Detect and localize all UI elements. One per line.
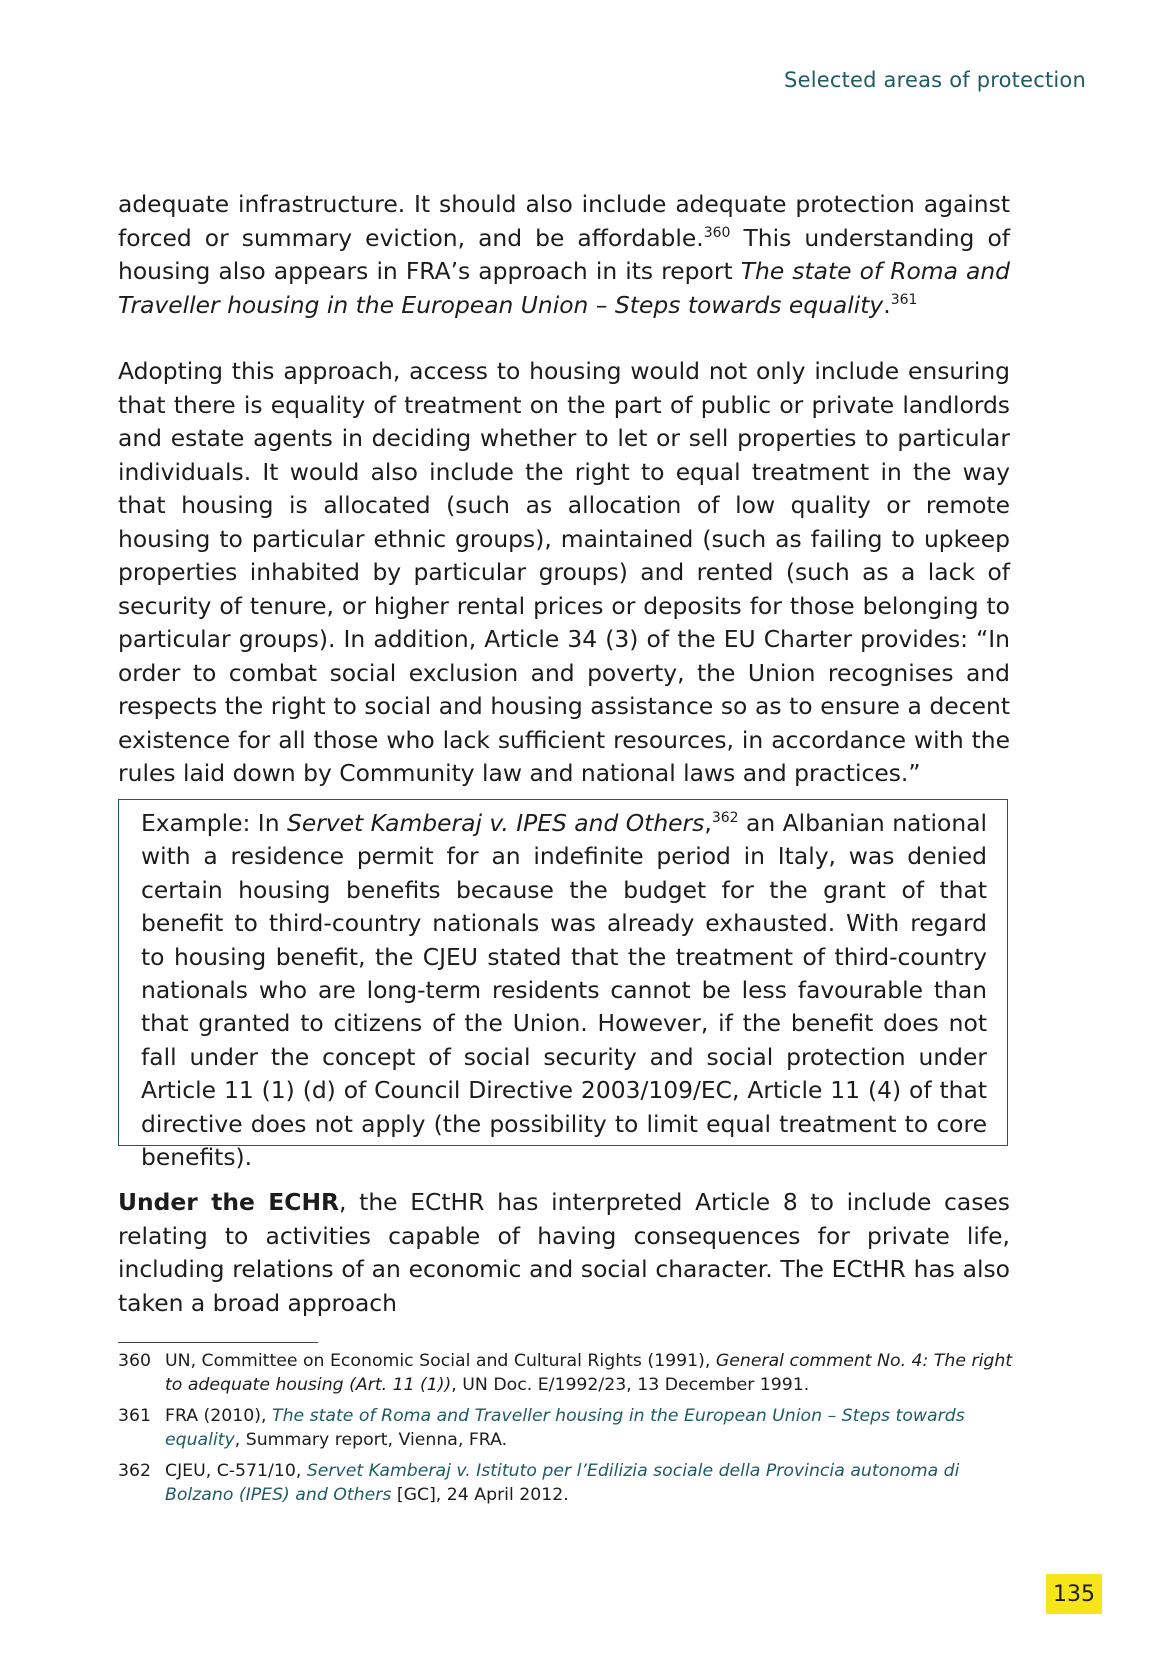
text-run: , UN Doc. E/1992/23, 13 December 1991. <box>451 1375 810 1395</box>
paragraph-echr <box>118 1186 1010 1320</box>
text-run: , the ECtHR has interpreted Article 8 to include cases relating to activities capable of having consequences for private life, including relations of an economic and social character. The ECtHR has also taken a broad approach <box>118 1188 1010 1317</box>
running-header: Selected areas of protection <box>784 68 1086 92</box>
text-run: This understanding of housing also appears in FRA’s approach in its report <box>118 223 1010 285</box>
text-run: . <box>883 290 891 319</box>
document-title: General comment No. 4: The right to adequate housing (Art. 11 (1)) <box>165 1351 1013 1395</box>
text-run: , Summary report, Vienna, FRA. <box>234 1430 508 1450</box>
text-run: , <box>704 809 712 837</box>
footnote-number: 362 <box>118 1461 151 1481</box>
example-text <box>141 807 987 1174</box>
footnote-text <box>165 1404 1015 1452</box>
text-run: FRA (2010), <box>165 1406 273 1426</box>
footnote-divider <box>118 1342 318 1343</box>
footnote-ref-360[interactable]: 360 <box>703 224 731 241</box>
example-body: an Albanian national with a residence permit for an indefinite period in Italy, was denied certain housing benefits because the budget for the grant of that benefit to third-country nationals was already exhausted. With regard to housing benefit, the CJEU stated that the treatment of third-country nationals who are long-term residents cannot be less favourable than that granted to citizens of the Union. However, if the benefit does not fall under the concept of social security and social protection under Article 11 (1) (d) of Council Directive 2003/109/EC, Article 11 (4) of that directive does not apply (the possibility to limit equal treatment to core benefits). <box>141 809 987 1172</box>
footnote-number: 360 <box>118 1351 151 1371</box>
footnote-text <box>165 1459 1015 1507</box>
bold-lead: Under the ECHR <box>118 1188 340 1216</box>
report-title: The state of Roma and Traveller housing in the European Union – Steps towards equality <box>118 257 1011 319</box>
case-link[interactable]: Servet Kamberaj v. Istituto per l’Edilizia sociale della Provincia autonoma di Bolzano (IPES) and Others <box>165 1461 960 1505</box>
footnote-ref-361[interactable]: 361 <box>890 291 918 308</box>
footnote-number: 361 <box>118 1406 151 1426</box>
footnote-ref-362[interactable]: 362 <box>711 810 739 827</box>
paragraph-housing-affordability <box>118 188 1010 322</box>
example-lead: Example: In <box>141 809 287 837</box>
text-run: CJEU, C-571/10, <box>165 1461 307 1481</box>
paragraph-access-to-housing: Adopting this approach, access to housing would not only include ensuring that there is equality of treatment on the part of public or private landlords and estate agents in deciding whether to let or sell properties to particular individuals. It would also include the right to equal treatment in the way that housing is allocated (such as allocation of low quality or remote housing to particular ethnic groups), maintained (such as failing to upkeep properties inhabited by particular groups) and rented (such as a lack of security of tenure, or higher rental prices or deposits for those belonging to particular groups). In addition, Article 34 (3) of the EU Charter provides: “In order to combat social exclusion and poverty, the Union recognises and respects the right to social and housing assistance so as to ensure a decent existence for all those who lack sufficient resources, in accordance with the rules laid down by Community law and national laws and practices.” <box>118 357 1010 787</box>
case-name: Servet Kamberaj v. IPES and Others <box>286 809 705 837</box>
page-number-badge: 135 <box>1046 1574 1102 1614</box>
example-box <box>118 799 1008 1172</box>
footnote-text <box>165 1349 1015 1397</box>
text-run: [GC], 24 April 2012. <box>391 1485 569 1505</box>
text-run: adequate infrastructure. It should also include adequate protection against forced or summary eviction, and be affordable. <box>118 190 1010 252</box>
report-link[interactable]: The state of Roma and Traveller housing in the European Union – Steps towards equality <box>165 1406 965 1450</box>
text-run: UN, Committee on Economic Social and Cultural Rights (1991), <box>165 1351 716 1371</box>
